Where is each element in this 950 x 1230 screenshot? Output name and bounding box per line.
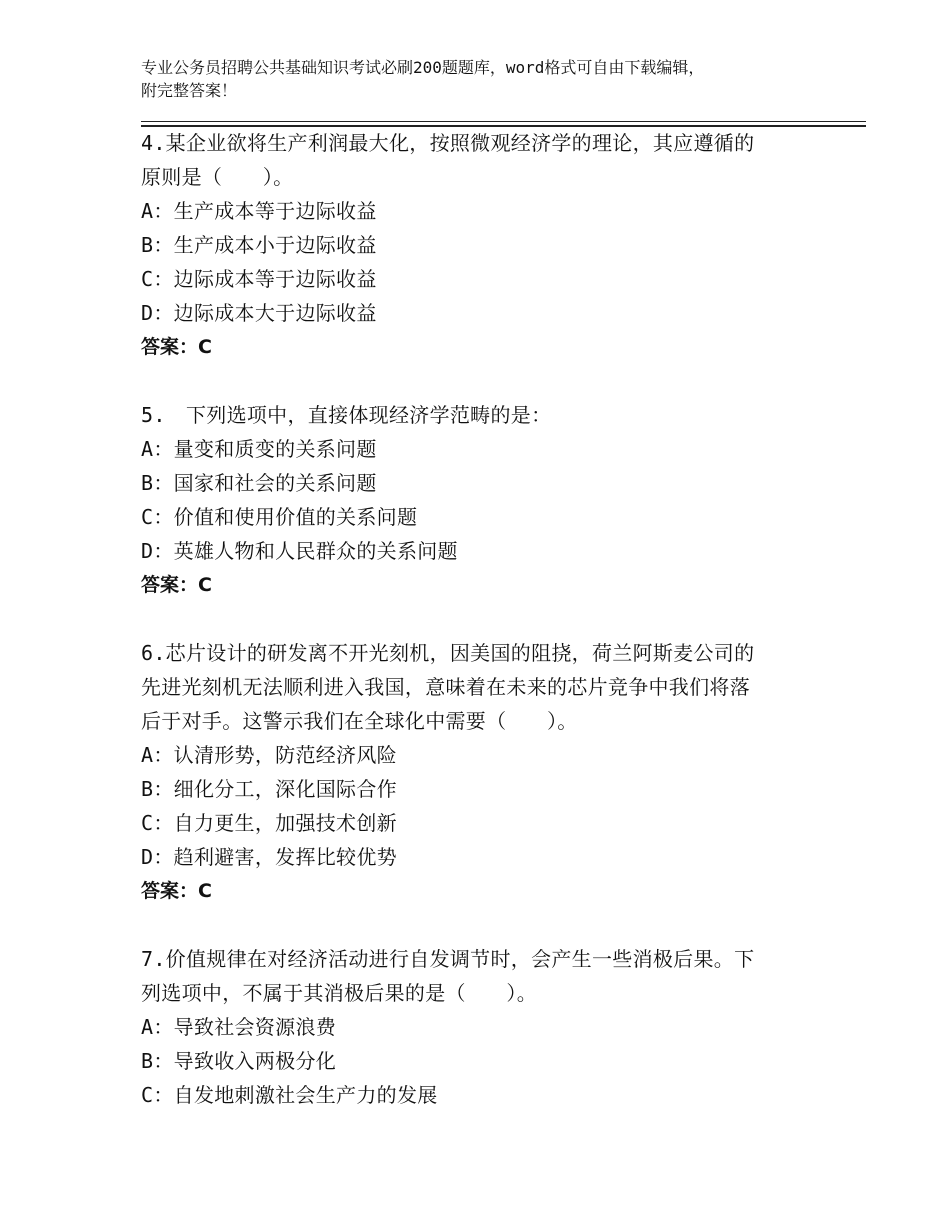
option-b: B：国家和社会的关系问题: [141, 471, 377, 495]
option-d: D：趋利避害，发挥比较优势: [141, 845, 397, 869]
question-stem: 6.芯片设计的研发离不开光刻机，因美国的阻挠，荷兰阿斯麦公司的: [141, 641, 755, 665]
option-c: C：自力更生，加强技术创新: [141, 811, 397, 835]
question-stem: 7.价值规律在对经济活动进行自发调节时，会产生一些消极后果。下: [141, 947, 755, 971]
spacer: [141, 602, 801, 636]
option-d: D：边际成本大于边际收益: [141, 301, 377, 325]
spacer: [141, 908, 801, 942]
question-6: [141, 636, 801, 908]
header-line-1: 专业公务员招聘公共基础知识考试必刷200题题库，word格式可自由下载编辑，: [141, 58, 705, 77]
question-7: [141, 942, 801, 1112]
option-c: C：边际成本等于边际收益: [141, 267, 377, 291]
question-stem: 先进光刻机无法顺利进入我国，意味着在未来的芯片竞争中我们将落: [141, 675, 750, 699]
answer-label: 答案：C: [141, 574, 212, 596]
option-d: D：英雄人物和人民群众的关系问题: [141, 539, 458, 563]
answer-label: 答案：C: [141, 336, 212, 358]
option-a: A：量变和质变的关系问题: [141, 437, 377, 461]
question-stem: 原则是（ ）。: [141, 165, 294, 189]
question-list: [141, 126, 801, 1112]
option-b: B：细化分工，深化国际合作: [141, 777, 397, 801]
spacer: [141, 364, 801, 398]
question-stem: 4.某企业欲将生产利润最大化，按照微观经济学的理论，其应遵循的: [141, 131, 755, 155]
answer-label: 答案：C: [141, 880, 212, 902]
option-a: A：导致社会资源浪费: [141, 1015, 337, 1039]
question-4: [141, 126, 801, 364]
option-a: A：认清形势，防范经济风险: [141, 743, 397, 767]
page-header: [141, 56, 781, 102]
option-b: B：导致收入两极分化: [141, 1049, 337, 1073]
option-a: A：生产成本等于边际收益: [141, 199, 377, 223]
option-b: B：生产成本小于边际收益: [141, 233, 377, 257]
question-stem: 5. 下列选项中，直接体现经济学范畴的是：: [141, 403, 552, 427]
header-divider-thin: [141, 121, 866, 122]
question-stem: 列选项中，不属于其消极后果的是（ ）。: [141, 981, 537, 1005]
option-c: C：自发地刺激社会生产力的发展: [141, 1083, 438, 1107]
option-c: C：价值和使用价值的关系问题: [141, 505, 418, 529]
question-stem: 后于对手。这警示我们在全球化中需要（ ）。: [141, 709, 578, 733]
header-line-2: 附完整答案！: [141, 81, 238, 100]
question-5: [141, 398, 801, 602]
